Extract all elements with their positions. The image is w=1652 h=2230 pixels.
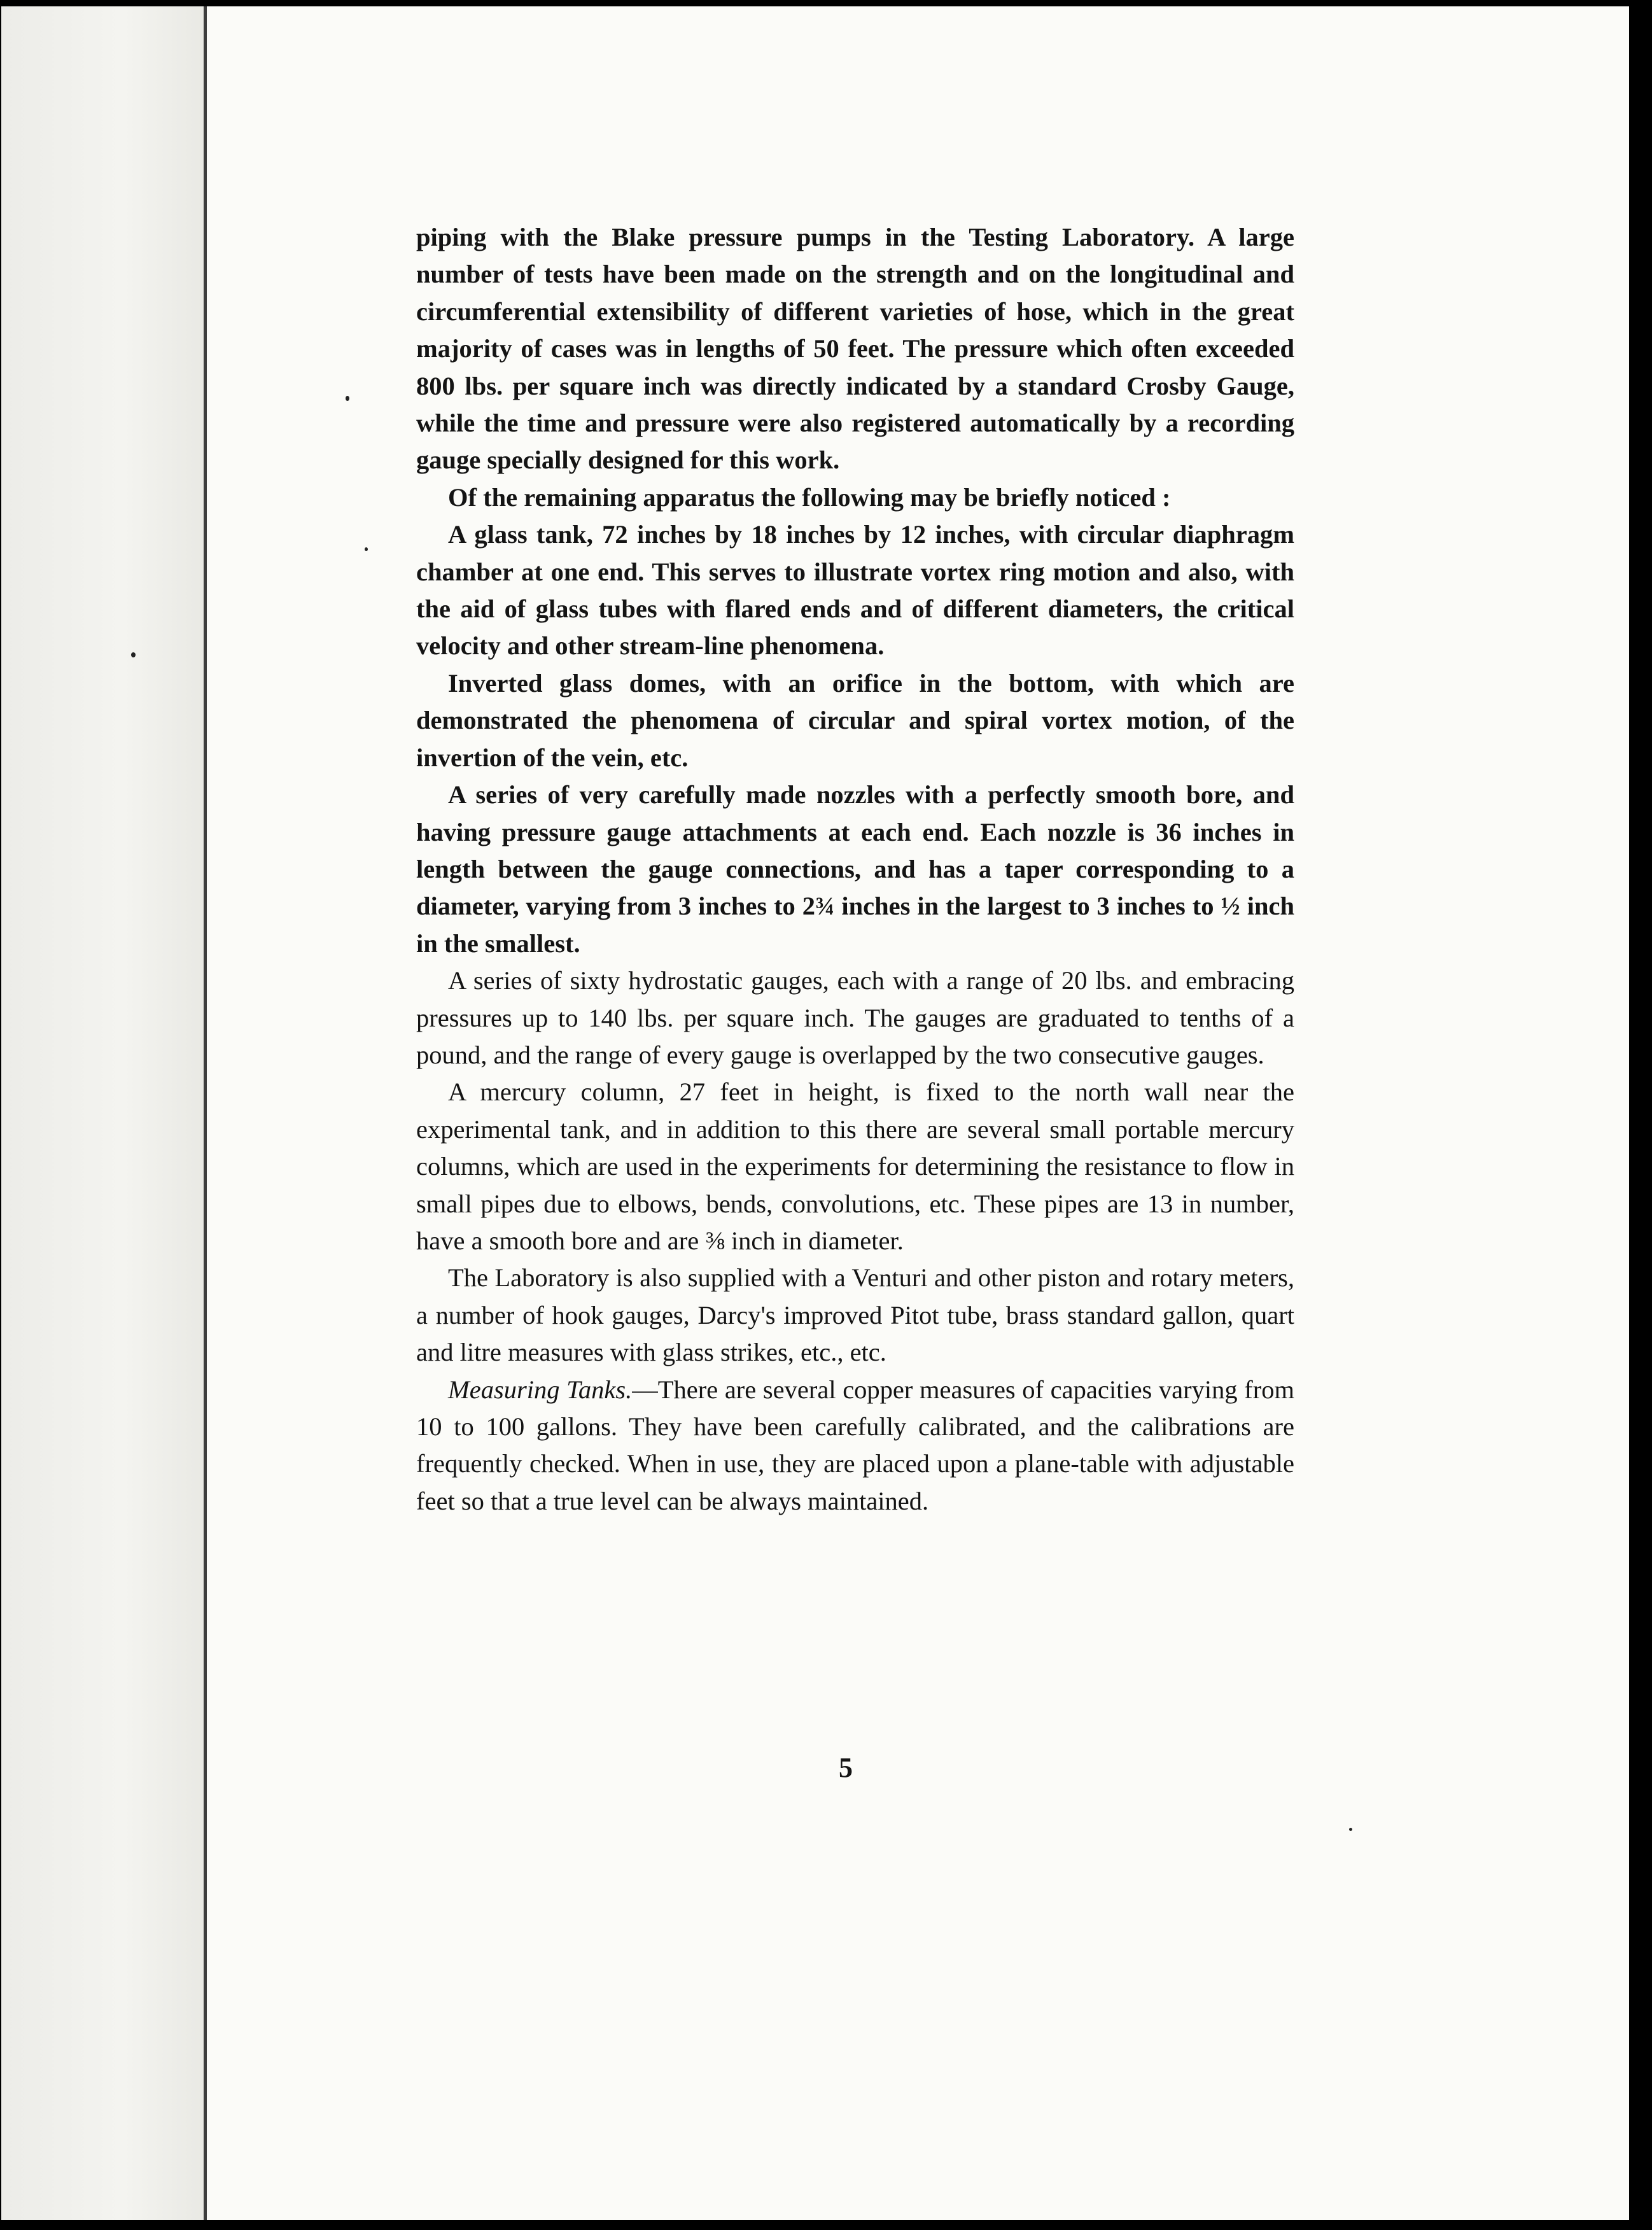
scan-speck (131, 652, 136, 657)
scan-speck (365, 547, 368, 551)
facing-page-margin (1, 6, 204, 2220)
paragraph-glass-domes: Inverted glass domes, with an orifice in the bottom, with which are demonstrated the phenomena of circular and spiral vortex motion, of the invertion of the vein, etc. (416, 668, 1294, 772)
measuring-tanks-text: —There are several copper measures of capacities varying from 10 to 100 gallons. They have been carefully calibrated, and the calibrations are frequently checked. When in use, they are placed upon a plane-table with adjustable feet so that a true level can be always maintained. (416, 1375, 1294, 1515)
body-text (416, 219, 1294, 1520)
page-number: 5 (839, 1752, 853, 1783)
paragraph-hydrostatic-gauges: A series of sixty hydrostatic gauges, each with a range of 20 lbs. and embracing pressures up to 140 lbs. per square inch. The gauges are graduated to tenths of a pound, and the range of every gauge is overlapped by the two consecutive gauges. (416, 966, 1294, 1069)
paragraph-hose-testing: piping with the Blake pressure pumps in the Testing Laboratory. A large number of tests have been made on the strength and on the longitudinal and circumferential extensibility of different varieties of hose, which in the great majority of cases was in lengths of 50 feet. The pressure which often exceeded 800 lbs. per square inch was directly indicated by a standard Crosby Gauge, while the time and pressure were also registered automatically by a recording gauge specially designed for this work. (416, 223, 1294, 475)
scan-speck (1349, 1828, 1352, 1831)
paragraph-laboratory-supplies: The Laboratory is also supplied with a Venturi and other piston and rotary meters, a number of hook gauges, Darcy's improved Pitot tube, brass standard gallon, quart and litre measures with glass strikes, etc., etc. (416, 1263, 1294, 1367)
scan-speck (346, 396, 349, 401)
paragraph-remaining-apparatus: Of the remaining apparatus the following may be briefly noticed : (448, 482, 1171, 512)
paragraph-nozzles: A series of very carefully made nozzles with a perfectly smooth bore, and having pressure gauge attachments at each end. Each nozzle is 36 inches in length between the gauge connections, and has a taper corresponding to a diameter, varying from 3 inches to 2¾ inches in the largest to 3 inches to ½ inch in the smallest. (416, 780, 1294, 958)
measuring-tanks-heading: Measuring Tanks. (448, 1375, 633, 1404)
paragraph-mercury-column: A mercury column, 27 feet in height, is fixed to the north wall near the experimental tank, and in addition to this there are several small portable mercury columns, which are used in the experiments for determining the resistance to flow in small pipes due to elbows, bends, convolutions, etc. These pipes are 13 in number, have a smooth bore and are ⅜ inch in diameter. (416, 1077, 1294, 1255)
paragraph-glass-tank: A glass tank, 72 inches by 18 inches by 12 inches, with circular diaphragm chamber at one end. This serves to illustrate vortex ring motion and also, with the aid of glass tubes with flared ends and of different diameters, the critical velocity and other stream-line phenomena. (416, 520, 1294, 661)
paragraph-measuring-tanks (416, 1371, 1294, 1520)
